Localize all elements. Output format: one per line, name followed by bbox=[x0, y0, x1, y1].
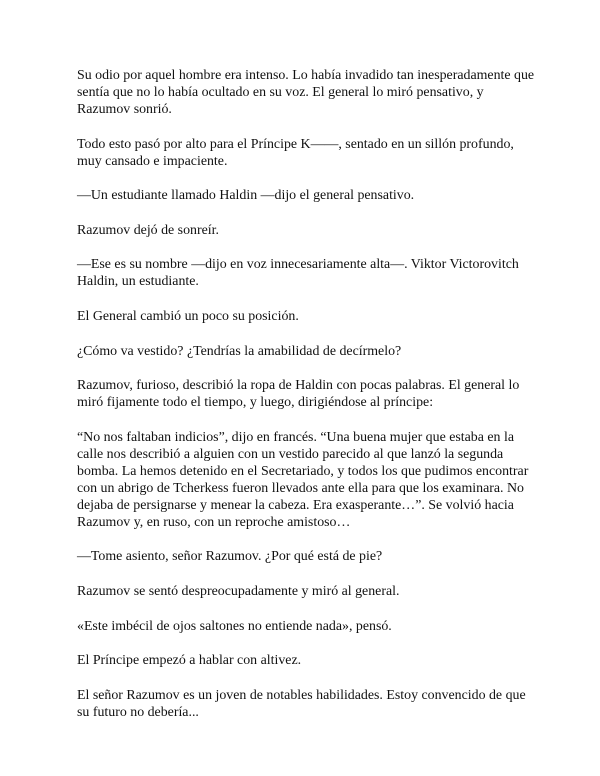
paragraph: ¿Cómo va vestido? ¿Tendrías la amabilidad de decírmelo? bbox=[77, 343, 402, 359]
paragraph: El General cambió un poco su posición. bbox=[77, 308, 299, 324]
paragraph: «Este imbécil de ojos saltones no entiende nada», pensó. bbox=[77, 618, 392, 634]
paragraph: Todo esto pasó por alto para el Príncipe K——, sentado en un sillón profundo, muy cansado e impaciente. bbox=[77, 136, 514, 169]
paragraph: El Príncipe empezó a hablar con altivez. bbox=[77, 653, 302, 669]
body-text bbox=[77, 67, 537, 738]
paragraph: —Tome asiento, señor Razumov. ¿Por qué está de pie? bbox=[77, 549, 383, 565]
paragraph: Razumov, furioso, describió la ropa de Haldin con pocas palabras. El general lo miró fijamente todo el tiempo, y luego, dirigiéndose al príncipe: bbox=[77, 378, 520, 411]
paragraph: —Un estudiante llamado Haldin —dijo el general pensativo. bbox=[77, 188, 415, 204]
paragraph: Razumov se sentó despreocupadamente y miró al general. bbox=[77, 583, 400, 599]
paragraph: “No nos faltaban indicios”, dijo en francés. “Una buena mujer que estaba en la calle nos describió a alguien con un vestido parecido al que lanzó la segunda bomba. La hemos detenido en el Secretariado, y todos los que pudimos encontrar con un abrigo de Tcherkess fueron llevados ante ella para que los examinara. No dejaba de persignarse y menear la cabeza. Era exasperante…”. Se volvió hacia Razumov y, en ruso, con un reproche amistoso… bbox=[77, 429, 529, 530]
paragraph: —Ese es su nombre —dijo en voz innecesariamente alta—. Viktor Victorovitch Haldin, un estudiante. bbox=[77, 257, 519, 290]
paragraph: Razumov dejó de sonreír. bbox=[77, 222, 219, 238]
paragraph: El señor Razumov es un joven de notables habilidades. Estoy convencido de que su futuro no debería... bbox=[77, 687, 526, 720]
paragraph: Su odio por aquel hombre era intenso. Lo había invadido tan inesperadamente que sentía que no lo había ocultado en su voz. El general lo miró pensativo, y Razumov sonrió. bbox=[77, 68, 535, 117]
